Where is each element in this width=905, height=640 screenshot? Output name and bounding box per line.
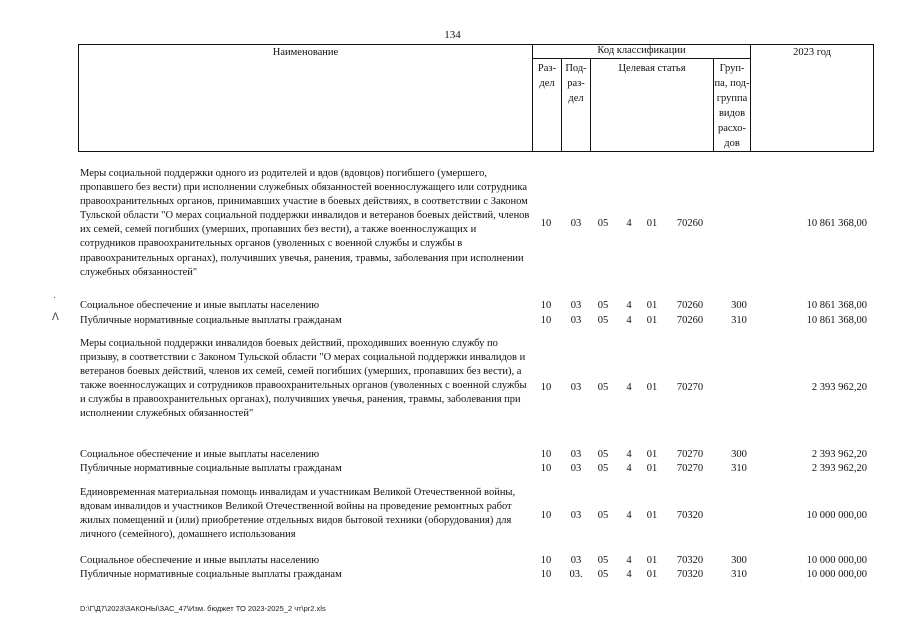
header-year: 2023 год <box>751 45 874 152</box>
row-razdel: 10 <box>540 555 552 566</box>
header-group-line: видов <box>718 108 746 119</box>
row-target-part2: 4 <box>626 569 632 580</box>
header-name: Наименование <box>79 45 533 152</box>
row-amount: 10 000 000,00 <box>806 569 867 580</box>
row-podrazdel: 03 <box>570 555 582 566</box>
row-name: Публичные нормативные социальные выплаты гражданам <box>80 315 342 326</box>
table-row <box>78 167 873 295</box>
row-name: Меры социальной поддержки инвалидов боевых действий, проходивших военную службу по призыву, в соответствии с Законом Тульской области "О мерах социальной поддержки инвалидов и ветеранов боевых действий, членов их семей, семей погибших (умерших, пропавших без вести), а также военнослужащих и сотрудников правоохранительных органов (уволенных с военной службы и службы в правоохранительных органах), получивших увечья, ранения, травмы, заболевания при исполнении служебных обязанностей" <box>80 338 527 420</box>
row-amount: 10 861 368,00 <box>806 300 867 311</box>
row-razdel: 10 <box>540 510 552 521</box>
table-row <box>78 568 873 583</box>
row-podrazdel: 03 <box>570 463 582 474</box>
row-name: Социальное обеспечение и иные выплаты населению <box>80 449 320 460</box>
row-razdel: 10 <box>540 449 552 460</box>
row-target-part4: 70260 <box>676 300 704 311</box>
row-target-part1: 05 <box>597 569 609 580</box>
row-target-part4: 70260 <box>676 315 704 326</box>
row-target-part4: 70320 <box>676 569 704 580</box>
row-target-part3: 01 <box>646 510 658 521</box>
header-code-title: Код классификации <box>533 45 751 59</box>
row-razdel: 10 <box>540 315 552 326</box>
row-expense-group: 310 <box>731 315 747 326</box>
row-podrazdel: 03 <box>570 315 582 326</box>
table-row <box>78 462 873 477</box>
table-row <box>78 299 873 314</box>
header-razdel-line: дел <box>539 78 555 89</box>
row-podrazdel: 03 <box>570 382 582 393</box>
row-name: Публичные нормативные социальные выплаты гражданам <box>80 569 342 580</box>
row-target-part2: 4 <box>626 315 632 326</box>
header-target: Целевая статья <box>591 59 714 152</box>
row-amount: 10 861 368,00 <box>806 315 867 326</box>
row-amount: 2 393 962,20 <box>811 463 867 474</box>
row-target-part1: 05 <box>597 463 609 474</box>
row-expense-group: 310 <box>731 463 747 474</box>
page-number: 134 <box>444 29 461 41</box>
row-target-part1: 05 <box>597 449 609 460</box>
row-expense-group: 300 <box>731 555 747 566</box>
row-target-part3: 01 <box>646 463 658 474</box>
row-target-part2: 4 <box>626 510 632 521</box>
header-group-line: па, под- <box>714 78 750 89</box>
header-group-line: группа <box>716 93 748 104</box>
row-razdel: 10 <box>540 218 552 229</box>
header-podrazdel-line: дел <box>568 93 584 104</box>
row-target-part1: 05 <box>597 382 609 393</box>
row-razdel: 10 <box>540 300 552 311</box>
margin-scan-mark: ˙ <box>53 296 57 307</box>
header-podrazdel-line: раз- <box>567 78 585 89</box>
table-row <box>78 554 873 569</box>
row-amount: 10 000 000,00 <box>806 555 867 566</box>
row-name: Социальное обеспечение и иные выплаты населению <box>80 555 320 566</box>
table-row <box>78 448 873 463</box>
footer-file-path: D:\Г\Д7\2023\ЗАКОНЫ\ЗАС_47\Изм. бюджет ТО 2023-2025_2 чт\pr2.xls <box>80 604 326 613</box>
row-target-part3: 01 <box>646 300 658 311</box>
row-target-part3: 01 <box>646 555 658 566</box>
row-target-part2: 4 <box>626 463 632 474</box>
header-razdel <box>533 59 562 152</box>
header-podrazdel-line: Под- <box>565 63 587 74</box>
row-name: Публичные нормативные социальные выплаты гражданам <box>80 463 342 474</box>
header-group-line: Груп- <box>719 63 745 74</box>
row-target-part4: 70270 <box>676 463 704 474</box>
row-target-part4: 70320 <box>676 510 704 521</box>
row-name: Меры социальной поддержки одного из родителей и вдов (вдовцов) погибшего (умершего, пропавшего без вести) при исполнении служебных обязанностей военнослужащего или сотрудника правоохранительных органов, принимавших участие в боевых действиях, в соответствии с Законом Тульской области "О мерах социальной поддержки инвалидов и ветеранов боевых действий, членов их семей, семей погибших (умерших, пропавших без вести), а также военнослужащих и сотрудников правоохранительных органов (уволенных с военной службы и службы в правоохранительных органах), получивших увечья, ранения, травмы, заболевания при исполнении служебных обязанностей" <box>80 168 530 278</box>
header-group-line: дов <box>724 138 740 149</box>
row-target-part4: 70260 <box>676 218 704 229</box>
row-target-part2: 4 <box>626 300 632 311</box>
row-target-part3: 01 <box>646 569 658 580</box>
row-podrazdel: 03 <box>570 218 582 229</box>
row-name: Единовременная материальная помощь инвалидам и участникам Великой Отечественной войны, вдовам инвалидов и участников Великой Отечественной войны на проведение ремонтных работ жилых помещений и (или) приобретение отдельных видов бытовой техники (оборудования) для личного (семейного), домашнего использования <box>80 487 516 541</box>
row-target-part2: 4 <box>626 382 632 393</box>
row-podrazdel: 03 <box>570 300 582 311</box>
row-target-part1: 05 <box>597 218 609 229</box>
row-podrazdel: 03 <box>570 510 582 521</box>
row-razdel: 10 <box>540 382 552 393</box>
row-expense-group: 310 <box>731 569 747 580</box>
table-row <box>78 314 873 329</box>
row-target-part1: 05 <box>597 555 609 566</box>
table-header <box>78 44 874 152</box>
row-amount: 10 000 000,00 <box>806 510 867 521</box>
header-razdel-line: Раз- <box>537 63 557 74</box>
row-target-part4: 70320 <box>676 555 704 566</box>
row-target-part1: 05 <box>597 300 609 311</box>
row-razdel: 10 <box>540 463 552 474</box>
row-target-part3: 01 <box>646 449 658 460</box>
row-expense-group: 300 <box>731 449 747 460</box>
row-name: Социальное обеспечение и иные выплаты населению <box>80 300 320 311</box>
row-expense-group: 300 <box>731 300 747 311</box>
row-target-part1: 05 <box>597 510 609 521</box>
header-group-line: расхо- <box>718 123 747 134</box>
header-group <box>714 59 751 152</box>
row-target-part3: 01 <box>646 218 658 229</box>
row-podrazdel: 03. <box>569 569 583 580</box>
row-target-part2: 4 <box>626 449 632 460</box>
row-target-part4: 70270 <box>676 449 704 460</box>
row-target-part2: 4 <box>626 218 632 229</box>
row-razdel: 10 <box>540 569 552 580</box>
row-amount: 2 393 962,20 <box>811 382 867 393</box>
table-row <box>78 486 873 546</box>
table-row <box>78 337 873 439</box>
row-target-part2: 4 <box>626 555 632 566</box>
row-target-part4: 70270 <box>676 382 704 393</box>
row-target-part3: 01 <box>646 382 658 393</box>
margin-scan-mark: ⴷ <box>52 312 59 323</box>
row-target-part3: 01 <box>646 315 658 326</box>
row-podrazdel: 03 <box>570 449 582 460</box>
row-amount: 10 861 368,00 <box>806 218 867 229</box>
row-amount: 2 393 962,20 <box>811 449 867 460</box>
row-target-part1: 05 <box>597 315 609 326</box>
header-podrazdel <box>562 59 591 152</box>
